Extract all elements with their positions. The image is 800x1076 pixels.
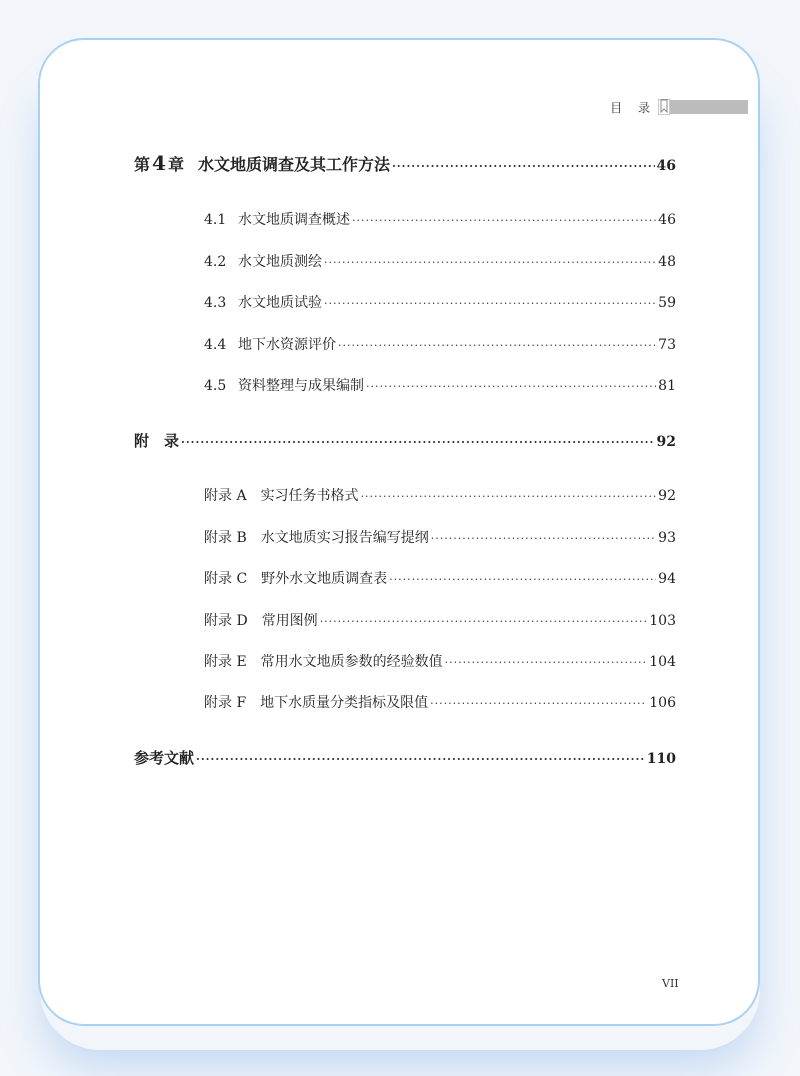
chapter-page: 46 xyxy=(656,158,676,174)
references-title: 参考文献 xyxy=(134,749,195,767)
appendix-label: 附录 A xyxy=(204,488,247,504)
appendix-heading-page: 92 xyxy=(656,434,676,450)
toc-section[interactable] xyxy=(204,251,676,271)
toc-appendix[interactable] xyxy=(204,692,676,712)
chapter-suffix: 章 xyxy=(167,155,184,174)
appendix-heading-title: 附 录 xyxy=(134,432,180,450)
appendix-page: 104 xyxy=(649,654,676,670)
chapter-number: 4 xyxy=(152,151,166,175)
section-page: 59 xyxy=(658,295,676,311)
dot-leader xyxy=(352,214,656,227)
appendix-page: 103 xyxy=(649,613,676,629)
toc-appendix[interactable] xyxy=(204,610,676,630)
appendix-title: 常用图例 xyxy=(261,613,318,629)
dot-leader xyxy=(338,339,656,352)
toc-section[interactable] xyxy=(204,209,676,229)
appendix-page: 106 xyxy=(649,695,676,711)
dot-leader xyxy=(196,753,645,766)
section-title: 资料整理与成果编制 xyxy=(238,378,364,394)
dot-leader xyxy=(431,532,656,545)
toc-appendix[interactable] xyxy=(204,568,676,588)
dot-leader xyxy=(181,436,655,449)
section-page: 81 xyxy=(658,378,676,394)
section-title: 地下水资源评价 xyxy=(238,337,336,353)
toc-appendix[interactable] xyxy=(204,527,676,547)
appendix-page: 92 xyxy=(658,488,676,504)
toc-appendix-heading[interactable] xyxy=(134,430,676,451)
header-bar xyxy=(670,100,748,114)
appendix-label: 附录 E xyxy=(204,654,247,670)
dot-leader xyxy=(445,656,648,669)
dot-leader xyxy=(430,697,647,710)
toc-section[interactable] xyxy=(204,292,676,312)
section-title: 水文地质试验 xyxy=(238,295,322,311)
toc-appendix[interactable] xyxy=(204,651,676,671)
chapter-prefix: 第 xyxy=(134,155,151,174)
chapter-title: 水文地质调查及其工作方法 xyxy=(197,155,390,174)
dot-leader xyxy=(361,490,657,503)
toc-references[interactable] xyxy=(134,747,676,768)
appendix-title: 地下水质量分类指标及限值 xyxy=(260,695,429,711)
toc-section[interactable] xyxy=(204,375,676,395)
dot-leader xyxy=(324,297,656,310)
dot-leader xyxy=(366,380,656,393)
running-header xyxy=(610,99,748,115)
appendix-page: 94 xyxy=(658,571,676,587)
appendix-title: 野外水文地质调查表 xyxy=(261,571,388,587)
appendix-label: 附录 D xyxy=(204,613,248,629)
bookmark-icon xyxy=(658,99,670,115)
toc-appendix[interactable] xyxy=(204,485,676,505)
section-page: 73 xyxy=(658,337,676,353)
appendix-page: 93 xyxy=(658,530,676,546)
section-title: 水文地质调查概述 xyxy=(238,212,350,228)
dot-leader xyxy=(324,256,656,269)
appendix-title: 常用水文地质参数的经验数值 xyxy=(260,654,443,670)
section-number: 4.2 xyxy=(204,254,227,270)
section-number: 4.1 xyxy=(204,212,227,228)
section-number: 4.5 xyxy=(204,378,227,394)
appendix-title: 实习任务书格式 xyxy=(260,488,359,504)
dot-leader xyxy=(320,615,648,628)
appendix-label: 附录 F xyxy=(204,695,247,711)
dot-leader xyxy=(392,160,655,173)
section-number: 4.3 xyxy=(204,295,227,311)
header-label: 目 录 xyxy=(610,100,656,115)
section-title: 水文地质测绘 xyxy=(238,254,322,270)
appendix-label: 附录 B xyxy=(204,530,247,546)
toc-page xyxy=(38,38,760,1026)
toc-chapter-4[interactable] xyxy=(134,151,676,175)
section-number: 4.4 xyxy=(204,337,227,353)
section-page: 48 xyxy=(658,254,676,270)
dot-leader xyxy=(389,573,656,586)
section-page: 46 xyxy=(658,212,676,228)
appendix-label: 附录 C xyxy=(204,571,248,587)
page-number: VII xyxy=(662,977,679,990)
appendix-title: 水文地质实习报告编写提纲 xyxy=(260,530,429,546)
references-page: 110 xyxy=(646,751,676,767)
toc-section[interactable] xyxy=(204,334,676,354)
